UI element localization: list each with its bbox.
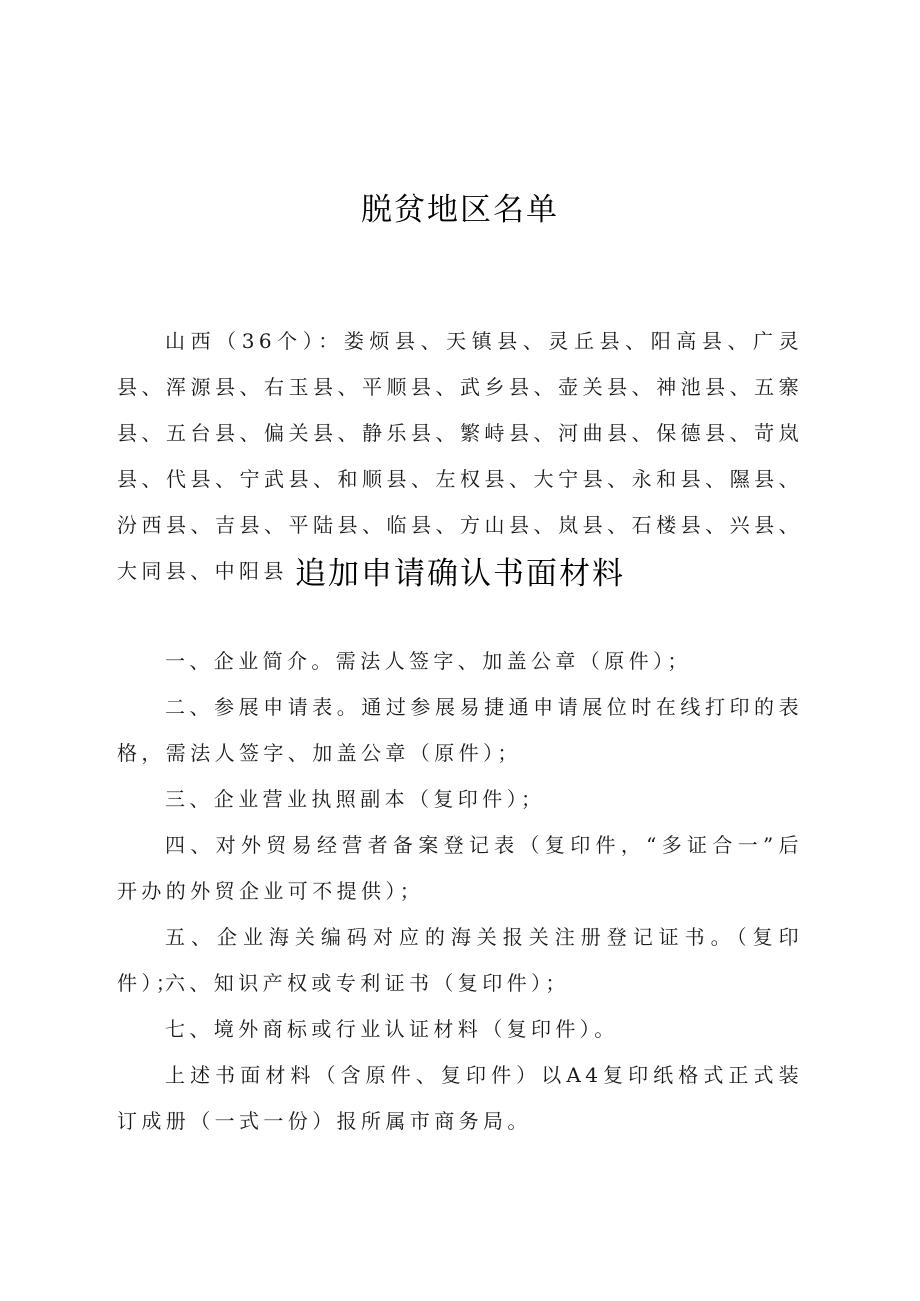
section-title-poverty-regions: 脱贫地区名单: [361, 192, 559, 228]
material-item-6: 六、知识产权或专利证书（复印件）；: [165, 971, 570, 995]
material-item-1: 一、企业简介。需法人签字、加盖公章（原件）；: [165, 649, 692, 673]
material-item-4: 四、对外贸易经营者备案登记表（复印件，“多证合一”后开办的外贸企业可不提供）；: [117, 833, 803, 903]
section-title-additional-materials: 追加申请确认书面材料: [295, 556, 625, 592]
material-item-2: 二、参展申请表。通过参展易捷通申请展位时在线打印的表格，需法人签字、加盖公章（原件）；: [117, 695, 803, 765]
regions-list-paragraph: 山西（36个）：娄烦县、天镇县、灵丘县、阳高县、广灵县、浑源县、右玉县、平顺县、武乡县、壶关县、神池县、五寨县、五台县、偏关县、静乐县、繁峙县、河曲县、保德县、苛岚县、代县、宁武县、和顺县、左权县、大宁县、永和县、隰县、汾西县、吉县、平陆县、临县、方山县、岚县、石楼县、兴县、大同县、中阳县: [117, 329, 803, 583]
submission-note-paragraph: 上述书面材料（含原件、复印件）以A4复印纸格式正式装订成册（一式一份）报所属市商务局。: [117, 1063, 803, 1133]
material-item-5: 五、企业海关编码对应的海关报关注册登记证书。（复印件）；: [117, 925, 803, 995]
material-item-7: 七、境外商标或行业认证材料（复印件）。: [165, 1017, 619, 1041]
material-item-3: 三、企业营业执照副本（复印件）；: [165, 787, 546, 811]
